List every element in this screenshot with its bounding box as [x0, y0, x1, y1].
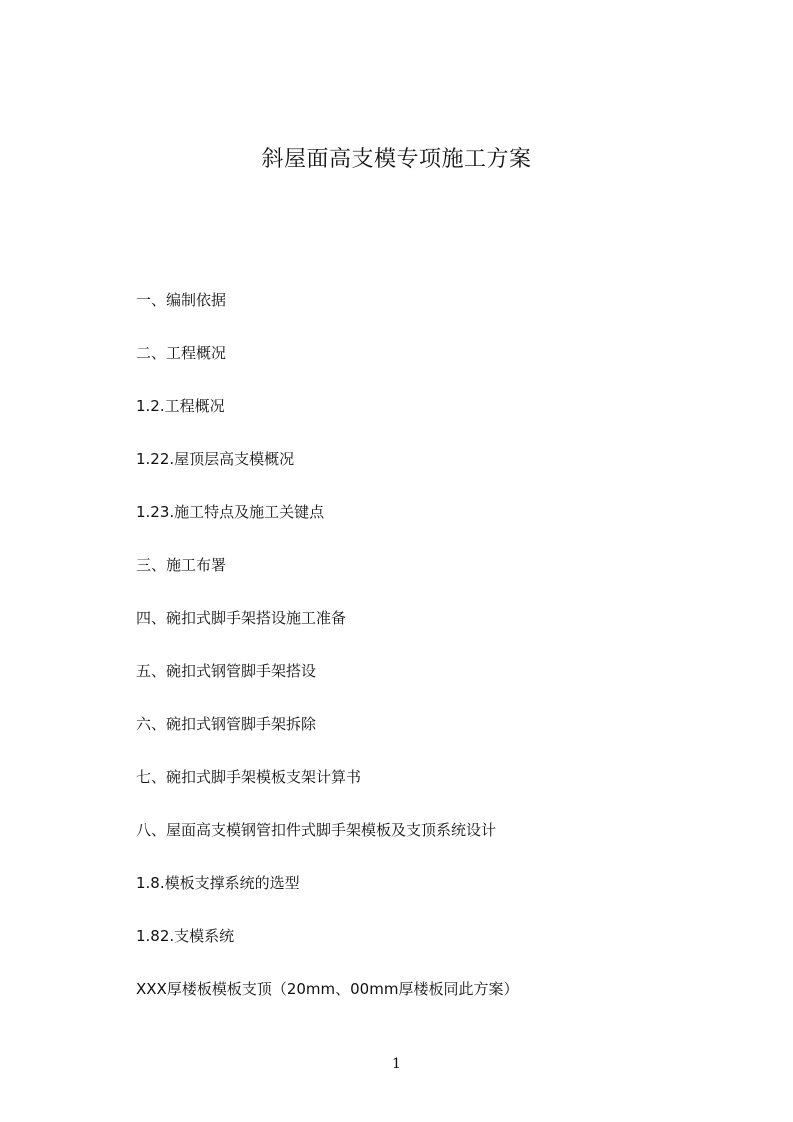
toc-item: 1.23.施工特点及施工关键点	[136, 503, 325, 521]
page-number: 1	[392, 1056, 401, 1072]
toc-item: 1.82.支模系统	[136, 927, 235, 945]
toc-item: 二、工程概况	[136, 344, 227, 362]
table-of-contents	[136, 290, 736, 1032]
toc-item: XXX厚楼板模板支顶（20mm、00mm厚楼板同此方案）	[136, 980, 519, 998]
toc-item: 七、碗扣式脚手架模板支架计算书	[136, 768, 362, 786]
toc-item: 六、碗扣式钢管脚手架拆除	[136, 715, 317, 733]
page-title: 斜屋面高支模专项施工方案	[261, 147, 532, 172]
toc-item: 一、编制依据	[136, 291, 227, 309]
toc-item: 五、碗扣式钢管脚手架搭设	[136, 662, 317, 680]
toc-item: 1.22.屋顶层高支模概况	[136, 450, 295, 468]
toc-item: 1.8.模板支撑系统的选型	[136, 874, 300, 892]
toc-item: 三、施工布署	[136, 556, 227, 574]
toc-item: 四、碗扣式脚手架搭设施工准备	[136, 609, 347, 627]
toc-item: 八、屋面高支模钢管扣件式脚手架模板及支顶系统设计	[136, 821, 497, 839]
toc-item: 1.2.工程概况	[136, 397, 225, 415]
